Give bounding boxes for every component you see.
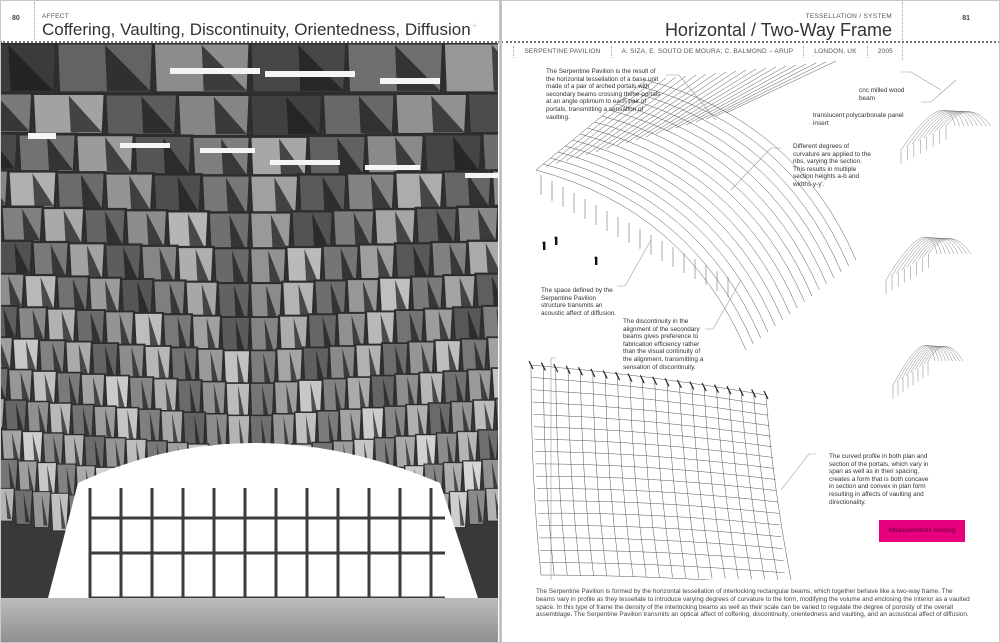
- detail-rib: [929, 111, 977, 135]
- plan-rib: [717, 389, 739, 579]
- section-kicker: AFFECT: [42, 13, 70, 20]
- ceiling-coffer: [51, 493, 69, 531]
- plan-rib: [556, 368, 568, 575]
- annotation-space: The space defined by the Serpentine Pavilion structure transmits an acoustic affect of diffusion.: [541, 287, 617, 317]
- plan-rib: [580, 371, 593, 576]
- detail-rib: [940, 111, 986, 129]
- plan-rib: [704, 387, 725, 579]
- ceiling-coffer: [478, 430, 498, 463]
- ceiling-coffer: [492, 368, 498, 400]
- right-page: [500, 0, 1000, 643]
- plan-rib: [543, 367, 554, 576]
- section-kicker: TESSELLATION / SYSTEM: [805, 13, 892, 20]
- ceiling-coffer: [468, 370, 492, 404]
- plan-rib: [655, 381, 673, 578]
- ceiling-coffer: [13, 339, 39, 373]
- detail-rib: [906, 346, 945, 376]
- annotation-result: The Serpentine Pavilion is the result of the horizontal tessellation of a base unit made of a pair of arched portals with secondary beams crossing these portals at an angle optimum to each pair of portals, transmitting a sensation of vaulting.: [546, 68, 661, 121]
- skylight: [465, 173, 498, 178]
- detail-rib: [924, 346, 960, 364]
- page-number: 80: [12, 15, 20, 22]
- page-title-text: Coffering, Vaulting, Discontinuity, Orientedness, Diffusion: [42, 20, 471, 39]
- plan-rib: [741, 392, 764, 580]
- skylight: [380, 78, 440, 84]
- plan-rib: [531, 365, 541, 575]
- measurements-missing-flag: Measurements missing: [879, 520, 965, 542]
- plan-beam: [540, 563, 784, 573]
- skylight: [200, 148, 255, 153]
- detail-rib: [902, 238, 950, 270]
- divider: [34, 2, 35, 40]
- plan-rib: [679, 384, 698, 578]
- project-architects: A. SIZA, E. SOUTO DE MOURA; C. BALMOND – ARUP: [611, 46, 804, 58]
- plan-frame-drawing: [529, 361, 791, 580]
- frame-rib: [686, 65, 796, 125]
- annotation-discontinuity: The discontinuity in the alignment of the secondary beams gives preference to fabrication efficiency rather than the visual continuity of the alignment, transmitting a sensation of discontinuity.: [623, 318, 704, 371]
- frame-detail-drawings: [886, 110, 991, 399]
- plan-rib: [766, 395, 791, 580]
- page-title: Horizontal / Two-Way Frame: [664, 20, 892, 40]
- detail-rib: [918, 111, 969, 141]
- detail-rib: [929, 239, 972, 255]
- plan-rib: [568, 370, 580, 576]
- detail-rib: [946, 112, 991, 127]
- plan-rib: [642, 379, 659, 577]
- plan-beam: [532, 377, 768, 405]
- pavilion-interior-photo: [0, 43, 498, 643]
- project-meta: [513, 46, 903, 58]
- frame-rib: [696, 64, 806, 122]
- frame-beam: [602, 116, 812, 296]
- skylight: [365, 165, 420, 170]
- plan-beam: [539, 525, 782, 536]
- annotation-cnc: cnc milled wood beam: [859, 87, 905, 102]
- annotation-curvature: Different degrees of curvature are applied to the ribs, varying the section. This results in multiple section heights a-b and widths y-y'.: [793, 143, 871, 188]
- floor: [0, 598, 498, 643]
- detail-rib: [928, 347, 963, 362]
- frame-rib: [666, 67, 776, 131]
- body-text: The Serpentine Pavilion is formed by the horizontal tessellation of interlocking rectangular beams, which together behave like a two-way frame. The beams vary in profile as they tessellate to introduce varying degrees of curvature to the form, modifying the volume and enclosing the interior as a vaulted space. In this type of frame the density of the interlocking beams as well as their scale can be varied to regulate the degree of porosity of the overall assemblage. The Serpentine Pavilion transmits an optical affect of coffering, discontinuity, orientedness and vaulting, and an acoustical affect of diffusion.: [536, 588, 970, 619]
- ceiling-coffer: [482, 306, 498, 339]
- ceiling-coffer: [5, 400, 27, 434]
- page-number: 81: [962, 15, 970, 22]
- ceiling-coffer: [14, 490, 32, 524]
- plan-rib: [630, 378, 646, 577]
- skylight: [265, 71, 355, 77]
- annotation-panel: translucent polycarbonate panel insert: [813, 112, 904, 127]
- frame-rib: [676, 66, 786, 128]
- ceiling-coffer: [468, 490, 486, 524]
- ceiling-coffer: [473, 400, 495, 434]
- plan-rib: [754, 393, 778, 579]
- project-year: 2005: [867, 46, 903, 58]
- ceiling-coffer: [468, 93, 499, 133]
- detail-rib: [915, 346, 953, 370]
- detail-rib: [913, 238, 959, 264]
- plan-rib: [605, 374, 620, 576]
- plan-rib: [667, 382, 686, 578]
- header-rule: [501, 41, 1000, 43]
- project-location: LONDON, UK: [803, 46, 866, 58]
- ceiling-coffer: [8, 370, 32, 404]
- human-figures: [543, 237, 598, 266]
- skylight: [170, 68, 260, 74]
- plan-rib: [593, 373, 607, 576]
- ceiling-coffer: [1, 430, 22, 463]
- frame-rib: [656, 68, 766, 134]
- frame-rib: [706, 63, 816, 119]
- ceiling-coffer: [487, 337, 498, 370]
- plan-rib: [692, 386, 712, 579]
- plan-beam: [541, 575, 786, 580]
- rss-feed-icon: ⁘: [471, 23, 478, 31]
- annotation-profile: The curved profile in both plan and section of the portals, which vary in span as well as in their spacing, creates a form that is both concave in section and convex in plan form resulting in affects of vaulting and directionality.: [829, 453, 929, 506]
- plan-beam: [533, 402, 770, 426]
- page-title: [42, 20, 478, 40]
- project-name: SERPENTINE PAVILION: [513, 46, 610, 58]
- frame-beam: [595, 122, 805, 302]
- plan-rib: [729, 390, 752, 579]
- frame-beam: [587, 128, 797, 308]
- ceiling-coffer: [33, 492, 51, 528]
- frame-beam: [617, 104, 827, 284]
- ceiling-coffer: [482, 133, 498, 170]
- ceiling-coffer: [443, 43, 498, 93]
- detail-rib: [923, 238, 967, 257]
- skylight: [120, 143, 170, 148]
- skylight: [270, 160, 340, 165]
- skylight: [28, 133, 56, 139]
- plan-beam: [532, 390, 768, 416]
- ceiling-coffer: [461, 339, 487, 373]
